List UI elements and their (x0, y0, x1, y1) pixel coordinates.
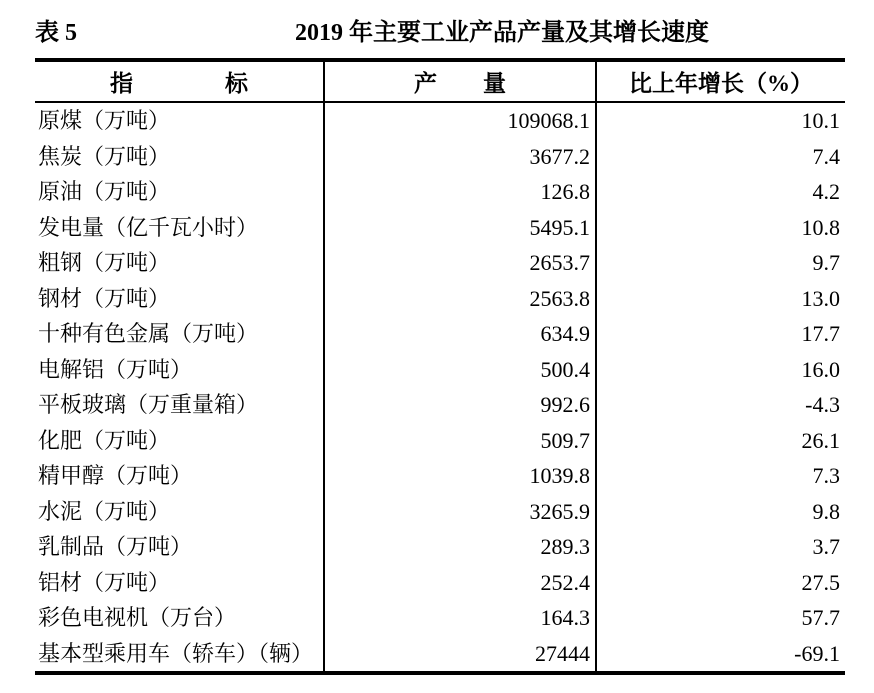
cell-indicator: 原油（万吨） (35, 174, 324, 210)
table-header (35, 60, 845, 102)
cell-indicator: 发电量（亿千瓦小时） (35, 210, 324, 246)
table-row (35, 139, 845, 175)
cell-indicator: 化肥（万吨） (35, 423, 324, 459)
cell-growth: 9.8 (812, 498, 840, 524)
table-row (35, 352, 845, 388)
cell-output: 992.6 (324, 387, 596, 423)
cell-indicator: 原煤（万吨） (35, 102, 324, 139)
cell-output: 109068.1 (324, 102, 596, 139)
cell-growth: 3.7 (812, 534, 840, 559)
table-body (35, 102, 845, 673)
cell-indicator: 基本型乘用车（轿车）（辆） (35, 636, 324, 674)
cell-growth: 57.7 (801, 605, 840, 630)
cell-growth: 13.0 (801, 285, 840, 311)
table-row (35, 423, 845, 459)
cell-growth: -4.3 (805, 392, 840, 417)
cell-indicator: 平板玻璃（万重量箱） (35, 387, 324, 423)
cell-growth: 17.7 (801, 321, 840, 346)
cell-output: 3677.2 (324, 139, 596, 175)
cell-output: 252.4 (324, 565, 596, 601)
table-row (35, 458, 845, 494)
table-caption (35, 12, 845, 47)
table-row (35, 600, 845, 636)
table-row (35, 565, 845, 601)
cell-indicator: 精甲醇（万吨） (35, 458, 324, 494)
cell-output: 5495.1 (324, 210, 596, 246)
header-indicator: 指 标 (35, 60, 324, 102)
header-row (35, 60, 845, 102)
table-row (35, 529, 845, 565)
table-row (35, 102, 845, 139)
cell-output: 500.4 (324, 352, 596, 388)
cell-indicator: 水泥（万吨） (35, 494, 324, 530)
cell-indicator: 粗钢（万吨） (35, 245, 324, 281)
cell-indicator: 彩色电视机（万台） (35, 600, 324, 636)
cell-output: 164.3 (324, 600, 596, 636)
cell-growth: 10.8 (801, 214, 840, 240)
table-row (35, 387, 845, 423)
cell-growth: 27.5 (801, 569, 840, 595)
cell-indicator: 十种有色金属（万吨） (35, 316, 324, 352)
cell-output: 1039.8 (324, 458, 596, 494)
table-row (35, 494, 845, 530)
cell-indicator: 电解铝（万吨） (35, 352, 324, 388)
cell-indicator: 铝材（万吨） (35, 565, 324, 601)
table-row (35, 316, 845, 352)
cell-output: 634.9 (324, 316, 596, 352)
table-row (35, 174, 845, 210)
table-row (35, 245, 845, 281)
industrial-products-table (35, 58, 845, 675)
table-number: 表 5 (35, 20, 77, 46)
cell-output: 3265.9 (324, 494, 596, 530)
cell-growth: 4.2 (812, 179, 840, 204)
cell-growth: 7.4 (812, 143, 840, 169)
table-row (35, 281, 845, 317)
cell-output: 126.8 (324, 174, 596, 210)
header-output: 产 量 (324, 60, 596, 102)
cell-indicator: 焦炭（万吨） (35, 139, 324, 175)
cell-output: 27444 (324, 636, 596, 674)
cell-growth: -69.1 (794, 640, 840, 666)
cell-growth: 26.1 (801, 427, 840, 453)
cell-growth: 16.0 (801, 356, 840, 382)
cell-output: 289.3 (324, 529, 596, 565)
cell-indicator: 乳制品（万吨） (35, 529, 324, 565)
table-title: 2019 年主要工业产品产量及其增长速度 (295, 20, 709, 46)
cell-output: 2563.8 (324, 281, 596, 317)
cell-output: 509.7 (324, 423, 596, 459)
cell-growth: 7.3 (812, 463, 840, 488)
cell-indicator: 钢材（万吨） (35, 281, 324, 317)
cell-output: 2653.7 (324, 245, 596, 281)
cell-growth: 9.7 (812, 250, 840, 275)
table-row (35, 210, 845, 246)
table-row (35, 636, 845, 674)
header-growth: 比上年增长（%） (596, 60, 845, 102)
cell-growth: 10.1 (801, 108, 840, 133)
